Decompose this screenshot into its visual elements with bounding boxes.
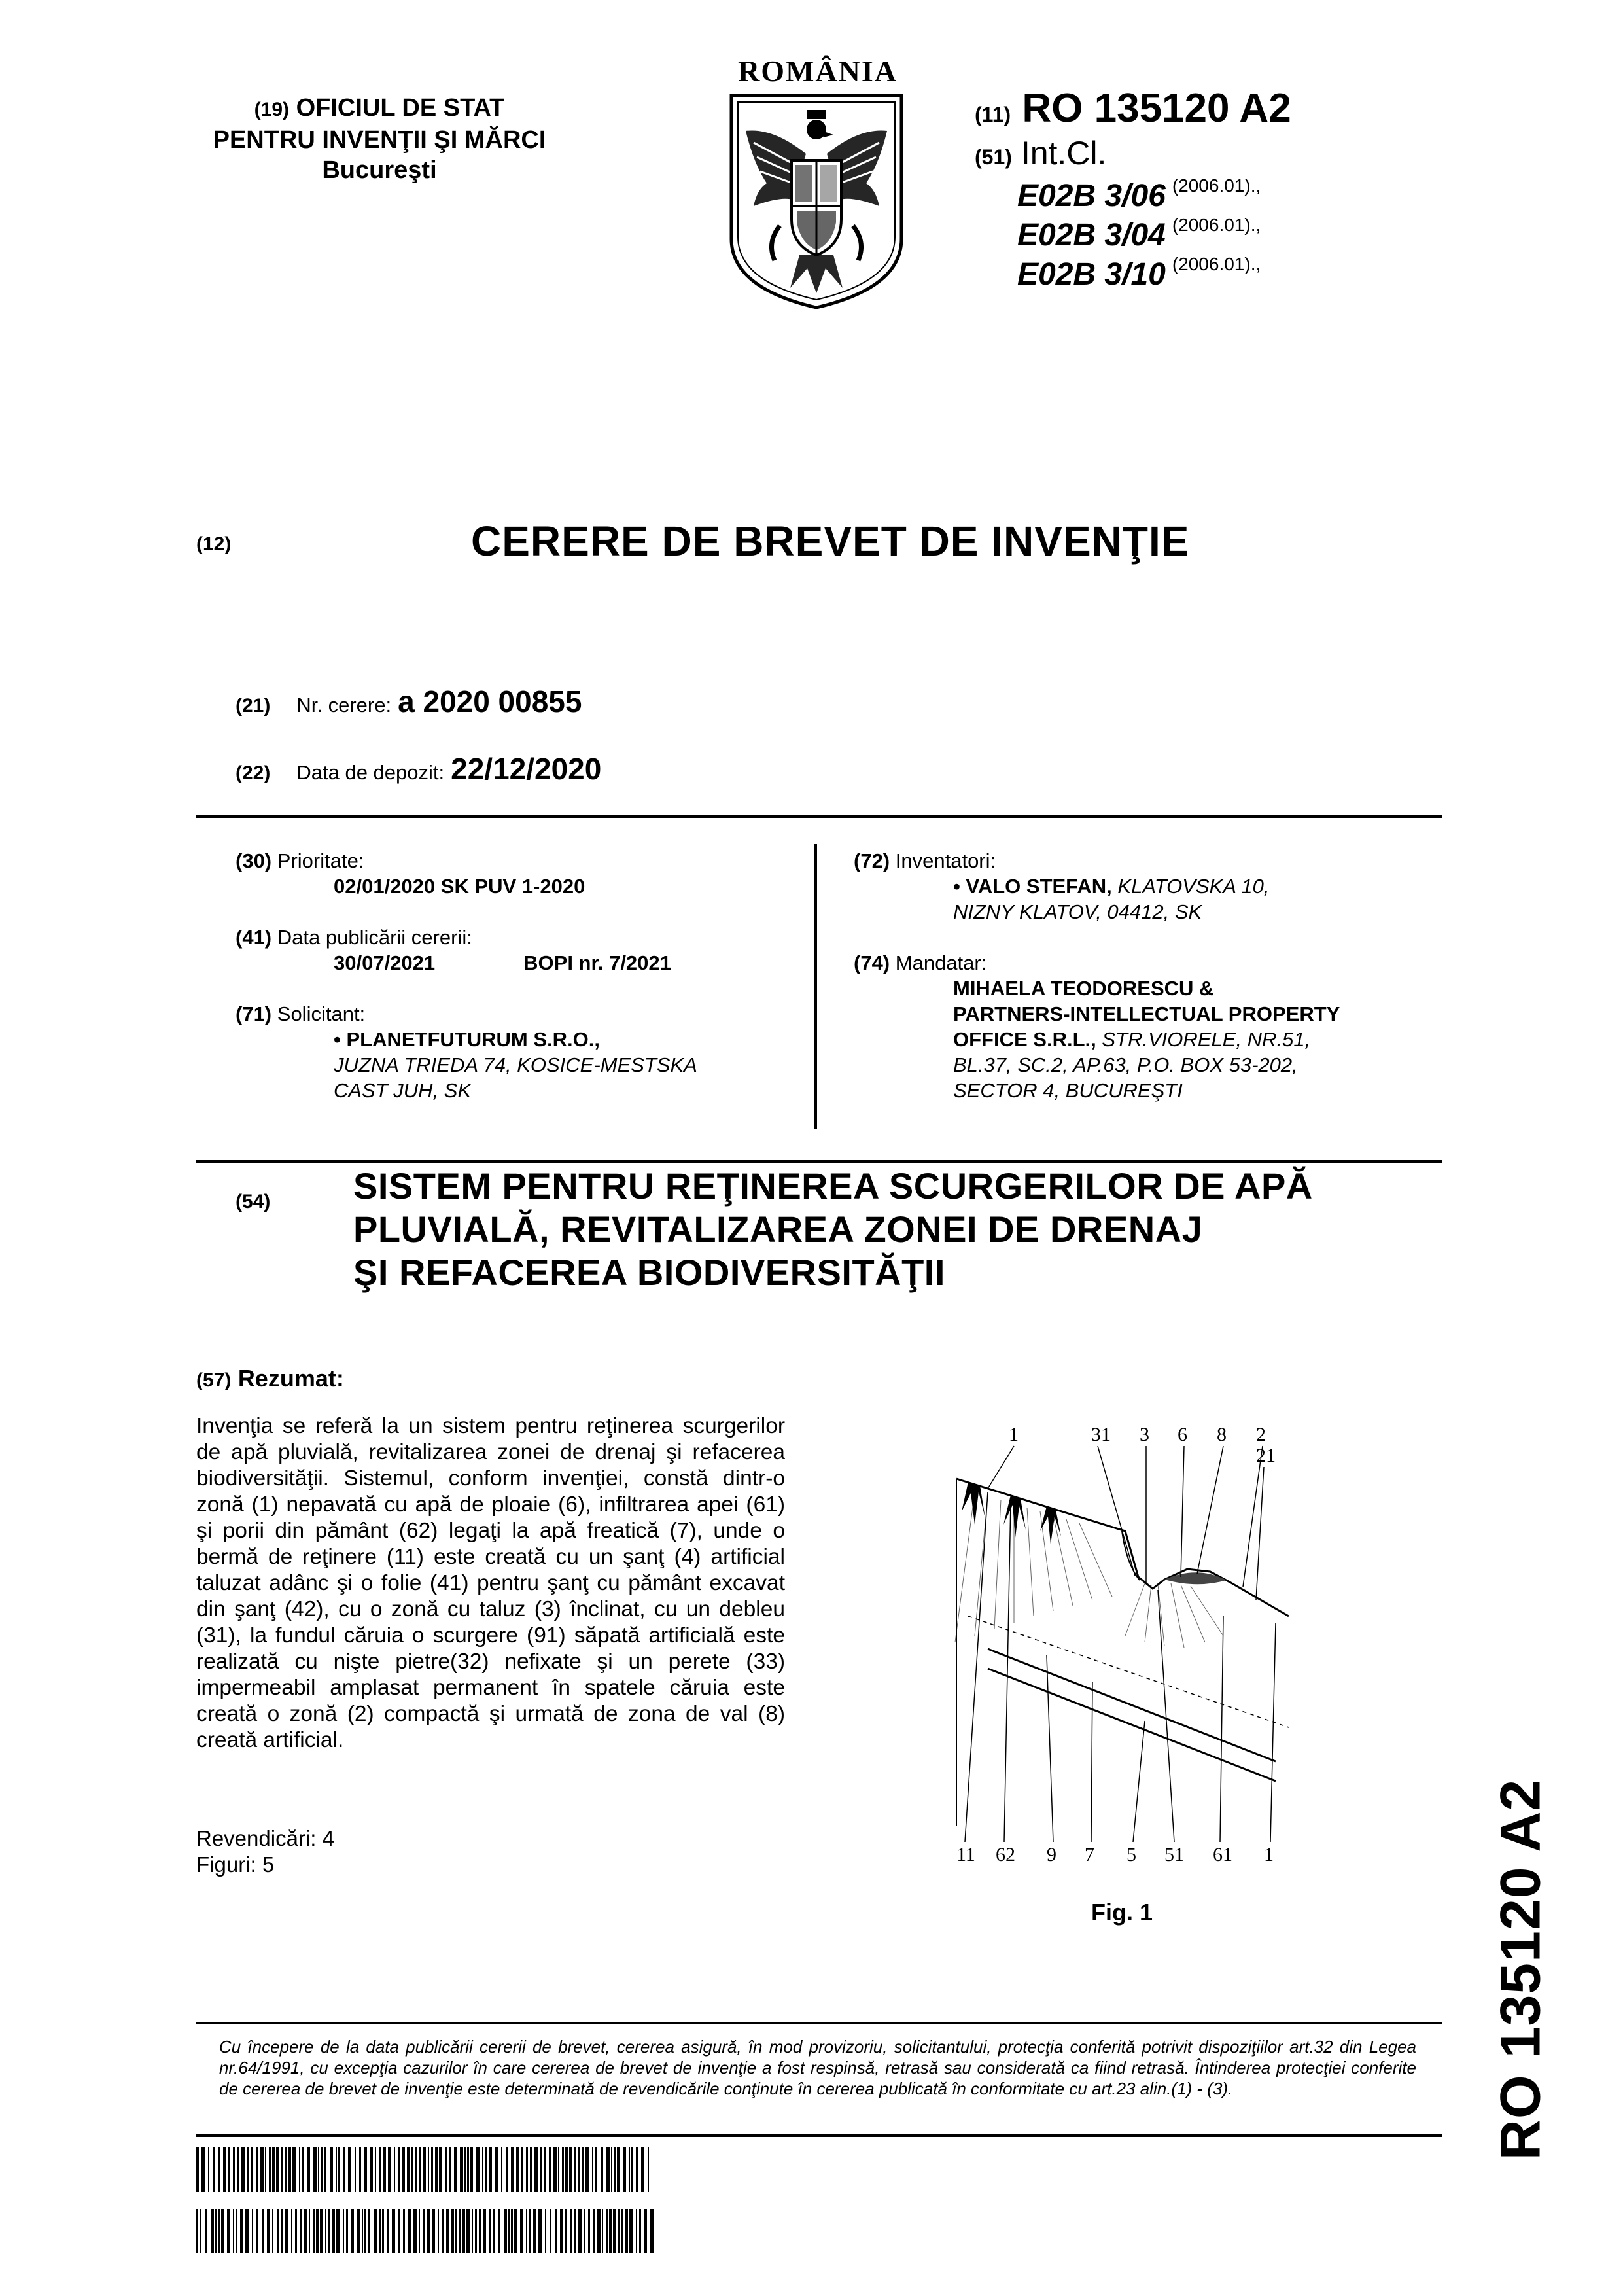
agent-block: (74) Mandatar: MIHAELA TEODORESCU & PARTNERS-INTELLECTUAL PROPERTY OFFICE S.R.L., STR.VIORELE, NR.51, BL.37, SC.2, AP.63, P.O. BOX 53-202, SECTOR 4, BUCUREŞTI <box>854 950 1442 1103</box>
priority-value: 02/01/2020 SK PUV 1-2020 <box>334 875 585 898</box>
fig-bottom-ref-8: 1 <box>1264 1844 1274 1865</box>
fig-bottom-ref-1: 11 <box>956 1844 975 1865</box>
office-line-1: OFICIUL DE STAT <box>296 94 505 122</box>
fig-bottom-ref-5: 5 <box>1126 1844 1136 1865</box>
abstract-text: Invenţia se referă la un sistem pentru reţinerea scurgerilor de apă pluvială, revitalizarea zonei de drenaj şi refacerea biodiversităţii. Sistemul, conform invenţiei, constă dintr-o zonă (1) nepavată cu apă de ploaie (6), infiltrarea apei (61) şi porii din pământ (62) legaţi la apă freatică (7), unde o bermă de reţinere (11) este creată cu un şanţ (4) artificial taluzat adânc şi o folie (41) pentru şanţ cu pământ excavat din şanţ (42), cu o zonă cu taluz (3) înclinat, cu un debleu (31), la fundul căruia o scurgere (91) săpată artificială este realizată cu nişte pietre(32) nefixate şi un perete (33) impermeabil amplasat permanent în spatele căruia este creată o zonă (2) compactă şi urmată de zona de val (8) creată artificial. <box>196 1414 785 1752</box>
agent-line-3: OFFICE S.R.L., <box>953 1028 1096 1051</box>
figure-label: Fig. 1 <box>1091 1899 1153 1926</box>
filing-label: Data de depozit: <box>296 761 445 784</box>
figure-1-drawing <box>949 1420 1315 1878</box>
figures-count: Figuri: 5 <box>196 1852 275 1877</box>
fig-bottom-ref-7: 61 <box>1213 1844 1232 1865</box>
priority-block: (30) Prioritate: 02/01/2020 SK PUV 1-2020 <box>236 848 798 899</box>
filing-value: 22/12/2020 <box>451 752 602 786</box>
filing-code: (22) <box>236 762 271 784</box>
agent-line-1: MIHAELA TEODORESCU & <box>953 977 1214 1000</box>
barcode-top <box>196 2147 654 2192</box>
applicant-name: • PLANETFUTURUM S.R.O., <box>334 1028 600 1051</box>
fig-bottom-ref-6: 51 <box>1164 1844 1184 1865</box>
invention-title <box>353 1165 1313 1294</box>
fig-bottom-ref-3: 9 <box>1047 1844 1056 1865</box>
agent-address-1: STR.VIORELE, NR.51, <box>1102 1028 1311 1051</box>
country-name: ROMÂNIA <box>738 54 898 88</box>
fig-bottom-ref-4: 7 <box>1085 1844 1094 1865</box>
filing-date <box>236 751 601 786</box>
office-line-3: Bucureşti <box>322 156 437 184</box>
int-cl <box>975 134 1106 172</box>
applicant-address-2: CAST JUH, SK <box>334 1079 472 1102</box>
divider-footer <box>196 2134 1442 2137</box>
office-code: (19) <box>254 99 289 120</box>
inventor-address-1: KLATOVSKA 10, <box>1117 875 1270 898</box>
fig-top-ref-5: 8 <box>1217 1424 1227 1445</box>
ipc-class-1: E02B 3/06 $^{(2006.01).,}$ <box>1017 175 1261 213</box>
publication-number <box>975 85 1291 132</box>
bopi-label: BOPI nr. 7/2021 <box>523 951 671 974</box>
abstract-heading <box>196 1365 344 1392</box>
divider-middle <box>196 1160 1442 1163</box>
publication-block: (41) Data publicării cererii: 30/07/2021 BOPI nr. 7/2021 <box>236 926 671 974</box>
abstract-label: Rezumat: <box>237 1365 344 1392</box>
application-label: Nr. cerere: <box>296 694 392 716</box>
fig-top-ref-2: 31 <box>1091 1424 1111 1445</box>
document-kind-title: CERERE DE BREVET DE INVENŢIE <box>471 518 1190 565</box>
column-divider <box>814 844 817 1129</box>
agent-line-2: PARTNERS-INTELLECTUAL PROPERTY <box>953 1002 1340 1025</box>
claims-count: Revendicări: 4 <box>196 1826 334 1850</box>
fig-top-ref-7: 21 <box>1256 1445 1276 1466</box>
title-line-1: SISTEM PENTRU REŢINEREA SCURGERILOR DE APĂ <box>353 1165 1313 1207</box>
coat-of-arms-logo <box>727 92 905 311</box>
fig-top-ref-6: 2 <box>1256 1424 1266 1445</box>
application-code: (21) <box>236 695 271 716</box>
agent-address-2: BL.37, SC.2, AP.63, P.O. BOX 53-202, <box>953 1053 1298 1076</box>
kind-code: (12) <box>196 533 232 555</box>
fig-top-ref-4: 6 <box>1178 1424 1187 1445</box>
title-line-2: PLUVIALĂ, REVITALIZAREA ZONEI DE DRENAJ <box>353 1209 1203 1250</box>
barcode-bottom <box>196 2209 654 2253</box>
title-code: (54) <box>236 1191 271 1212</box>
issuing-office <box>196 93 563 185</box>
divider-top <box>196 815 1442 818</box>
office-line-2: PENTRU INVENŢII ŞI MĂRCI <box>213 126 546 154</box>
inventor-name: • VALO STEFAN, <box>953 875 1112 898</box>
title-line-3: ŞI REFACEREA BIODIVERSITĂŢII <box>353 1252 945 1293</box>
applicant-address-1: JUZNA TRIEDA 74, KOSICE-MESTSKA <box>334 1053 697 1076</box>
fig-top-ref-1: 1 <box>1009 1424 1019 1445</box>
ipc-class-3: E02B 3/10 $^{(2006.01).,}$ <box>1017 254 1261 292</box>
inventors-block: (72) Inventatori: • VALO STEFAN, KLATOVSKA 10, NIZNY KLATOV, 04412, SK <box>854 848 1442 925</box>
legal-notice: Cu începere de la data publicării cererii de brevet, cererea asigură, în mod provizoriu, solicitantului, protecţia conferită potrivit dispoziţiilor art.32 din Legea nr.64/1991, cu excepţia cazurilor în care cererea de brevet de invenţie a fost respinsă, retrasă sau considerată ca fiind retrasă. Întinderea protecţiei conferite de cererea de brevet de invenţie este determinată de revendicările conţinute în cererea publicată în conformitate cu art.23 alin.(1) - (3). <box>219 2037 1416 2098</box>
side-publication-number <box>1472 1773 1570 2166</box>
ipc-class-2: E02B 3/04 $^{(2006.01).,}$ <box>1017 215 1261 253</box>
fig-top-ref-3: 3 <box>1140 1424 1149 1445</box>
divider-bottom <box>196 2022 1442 2024</box>
applicant-block: (71) Solicitant: • PLANETFUTURUM S.R.O., JUZNA TRIEDA 74, KOSICE-MESTSKA CAST JUH, SK <box>236 1001 798 1103</box>
abstract-code: (57) <box>196 1369 232 1391</box>
application-value: a 2020 00855 <box>398 684 582 718</box>
int-cl-code: (51) <box>975 145 1012 169</box>
claims-summary <box>196 1826 334 1878</box>
agent-address-3: SECTOR 4, BUCUREŞTI <box>953 1079 1183 1102</box>
publication-date: 30/07/2021 <box>334 951 436 974</box>
pub-number-code: (11) <box>975 103 1011 126</box>
application-number <box>236 684 582 719</box>
side-publication-text: RO 135120 A2 <box>1489 1778 1552 2161</box>
pub-number-value: RO 135120 A2 <box>1022 86 1291 131</box>
inventor-address-2: NIZNY KLATOV, 04412, SK <box>953 900 1202 923</box>
int-cl-label: Int.Cl. <box>1021 135 1107 171</box>
fig-bottom-ref-2: 62 <box>996 1844 1015 1865</box>
